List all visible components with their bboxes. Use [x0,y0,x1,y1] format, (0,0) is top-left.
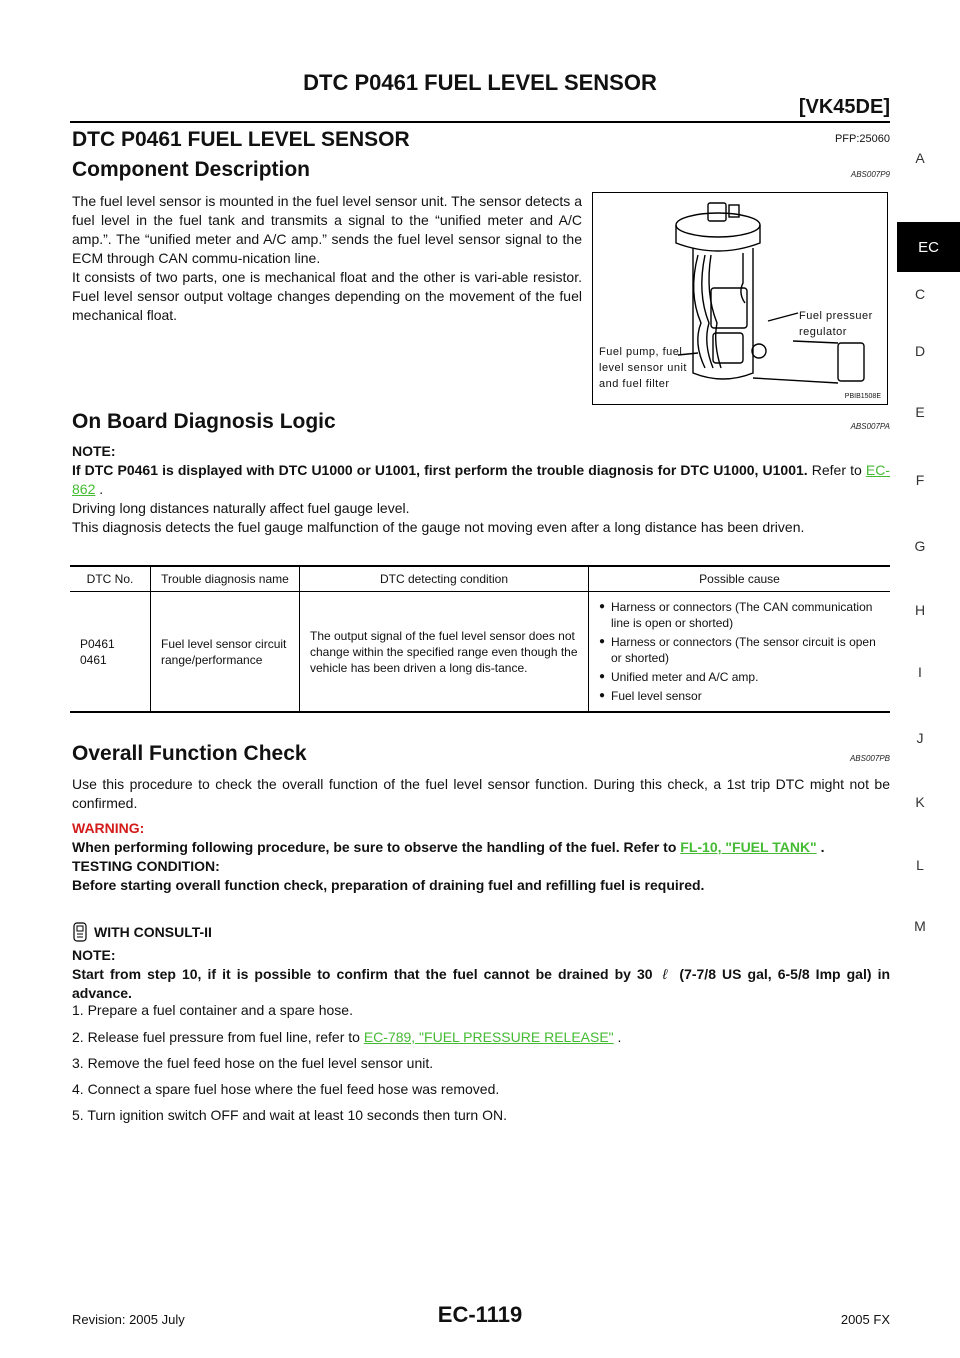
obd-refer: Refer to [811,462,862,478]
side-index-f[interactable]: F [915,472,925,488]
overall-note-text-2: (7-7/8 US gal, 6-5/8 Imp gal) in advance. [72,966,891,1001]
obd-code: ABS007PA [850,422,890,431]
overall-heading: Overall Function Check [72,742,307,765]
table-header-diagnosis-name: Trouble diagnosis name [151,566,300,592]
cause-text: Harness or connectors (The CAN communication line is open or shorted) [611,600,873,630]
figure-label-regulator-1: Fuel pressuer [799,310,873,322]
obd-link-ec862[interactable]: EC-862 [72,462,890,497]
step-2-end: . [617,1029,622,1045]
component-paragraph-2: It consists of two parts, one is mechanical float and the other is vari-able resistor. Fuel level sensor output voltage changes depending on the movement of the fuel mechanical float. [72,269,582,323]
part-number: PFP:25060 [834,133,890,145]
overall-code: ABS007PB [849,754,890,763]
table-cell-name: Fuel level sensor circuit range/performance [151,592,300,713]
side-index-j[interactable]: J [916,730,924,746]
footer-model: 2005 FX [840,1312,890,1327]
table-header-row [70,566,890,592]
step-5: 5. Turn ignition switch OFF and wait at least 10 seconds then turn ON. [72,1107,507,1123]
warning-link-fl10[interactable]: FL-10, "FUEL TANK" [680,839,817,855]
table-cell-condition: The output signal of the fuel level sensor does not change within the specified range even though the vehicle has been driven a long dis-tance. [300,592,589,713]
step-2-text: 2. Release fuel pressure from fuel line, refer to [72,1029,360,1045]
liter-unit: ℓ [662,966,670,982]
testing-label: TESTING CONDITION: [72,858,220,874]
consult-heading [72,922,212,942]
bullet-icon: ● [599,601,606,612]
fuel-pump-figure [592,192,888,405]
page-header-title: DTC P0461 FUEL LEVEL SENSOR [303,70,657,95]
warning-block [72,819,890,895]
dtc-code-2: 0461 [80,652,107,667]
component-description-heading: Component Description [72,158,311,181]
engine-code: [VK45DE] [798,96,890,118]
warning-label: WARNING: [72,820,145,836]
side-index-e[interactable]: E [915,404,925,420]
overall-intro: Use this procedure to check the overall function of the fuel level sensor function. During this check, a 1st trip DTC might not be confirmed. [72,776,890,811]
obd-text [72,442,890,537]
obd-heading: On Board Diagnosis Logic [72,410,336,433]
component-description-code: ABS007P9 [850,170,890,179]
overall-note-label: NOTE: [72,947,116,963]
step-3: 3. Remove the fuel feed hose on the fuel level sensor unit. [72,1055,434,1071]
footer-revision: Revision: 2005 July [72,1312,185,1327]
cause-item [599,634,880,666]
side-index-l[interactable]: L [916,857,924,873]
side-index-d[interactable]: D [914,343,926,359]
figure-label-pump-1: Fuel pump, fuel [599,346,683,358]
overall-note-text-line [72,965,890,1003]
section-title: DTC P0461 FUEL LEVEL SENSOR [72,128,410,151]
warning-text: When performing following procedure, be sure to observe the handling of the fuel. Refer to [72,839,677,855]
consult-label: WITH CONSULT-II [94,924,212,940]
side-index-ec-active[interactable]: EC [897,222,960,272]
side-index-a[interactable]: A [915,150,925,166]
dtc-code-1: P0461 [80,636,115,651]
header-divider [70,121,890,123]
obd-note [72,461,890,499]
warning-text-line [72,838,890,857]
obd-line-2: This diagnosis detects the fuel gauge malfunction of the gauge not moving even after a long distance has been driven. [72,519,805,535]
cause-text: Fuel level sensor [611,689,702,703]
cause-item [599,688,880,704]
overall-note [72,946,890,1003]
component-paragraph-1: The fuel level sensor is mounted in the fuel level sensor unit. The sensor detects a fuel level in the fuel tank and transmits a signal to the “unified meter and A/C amp.”. The “unified meter and A/C amp.” sends the fuel level sensor signal to the ECM through CAN commu-nication line. [72,193,582,266]
consult-tool-icon [72,922,88,942]
table-row [70,592,890,713]
step-2-link-ec789[interactable]: EC-789, "FUEL PRESSURE RELEASE" [363,1029,614,1045]
figure-label-pump-2: level sensor unit [599,362,687,374]
table-header-possible-cause: Possible cause [589,566,891,592]
cause-text: Unified meter and A/C amp. [611,670,759,684]
side-index-h[interactable]: H [914,602,926,618]
obd-line-1: Driving long distances naturally affect fuel gauge level. [72,500,410,516]
footer-page-number: EC-1119 [437,1302,523,1327]
step-2 [72,1029,621,1045]
figure-label-pump-3: and fuel filter [599,378,670,390]
obd-note-text: If DTC P0461 is displayed with DTC U1000 or U1001, first perform the trouble diagnosis for DTC U1000, U1001. [72,462,808,478]
side-index-k[interactable]: K [915,794,925,810]
overall-note-text: Start from step 10, if it is possible to confirm that the fuel cannot be drained by 30 [72,966,653,982]
figure-label-regulator-2: regulator [799,326,847,338]
dtc-table [70,565,890,713]
table-cell-dtc [70,592,151,713]
testing-text: Before starting overall function check, preparation of draining fuel and refilling fuel is required. [72,877,705,893]
bullet-icon: ● [599,671,606,682]
bullet-icon: ● [599,690,606,701]
table-header-condition: DTC detecting condition [300,566,589,592]
component-description-text [72,192,582,325]
warning-end: . [820,839,825,855]
obd-period: . [99,481,104,497]
side-index-c[interactable]: C [914,286,926,302]
step-1: 1. Prepare a fuel container and a spare hose. [72,1002,353,1018]
bullet-icon: ● [599,636,606,647]
obd-note-label: NOTE: [72,443,116,459]
side-index-i[interactable]: I [918,664,922,680]
table-cell-causes [589,592,891,713]
cause-item [599,669,880,685]
side-index-g[interactable]: G [914,538,926,554]
cause-item [599,599,880,631]
side-index-m[interactable]: M [914,918,926,934]
table-header-dtc-no: DTC No. [70,566,151,592]
cause-text: Harness or connectors (The sensor circuit is open or shorted) [611,635,876,665]
step-4: 4. Connect a spare fuel hose where the fuel feed hose was removed. [72,1081,500,1097]
figure-code: PBIB1508E [844,393,881,400]
